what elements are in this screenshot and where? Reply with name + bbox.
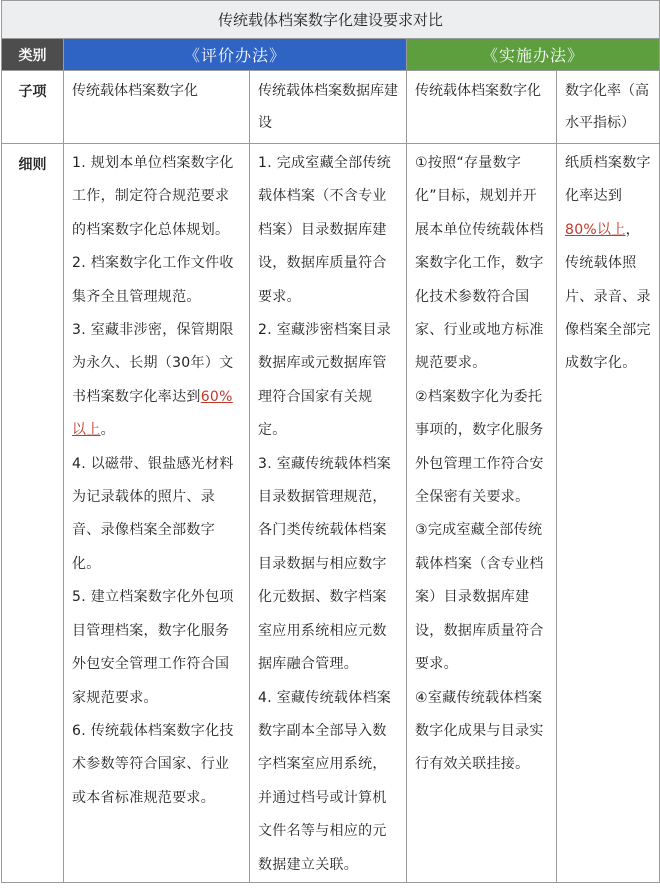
- detail-item-text: 3. 室藏传统载体档案目录数据管理规范，各门类传统载体档案目录数据与相应数字化元数据、数字档案室应用系统相应元数据库融合管理。: [258, 455, 392, 673]
- detail-item-text: 2. 室藏涉密档案目录数据库或元数据库管理符合国家有关规定。: [258, 322, 392, 439]
- subitem-col1: 传统载体档案数字化: [64, 71, 250, 144]
- title-row: [2, 1, 660, 39]
- detail-item: [72, 147, 243, 247]
- comparison-table: [1, 0, 660, 883]
- subitem-row: [2, 71, 660, 144]
- highlighted-percentage: 60%以上: [72, 388, 233, 439]
- detail-item-text: 4. 室藏传统载体档案数字副本全部导入数字档案室应用系统，并通过档号或计算机文件名等与相应的元数据建立关联。: [258, 689, 392, 873]
- subitem-col4: 数字化率（高水平指标）: [557, 71, 660, 144]
- detail-item-text: 3. 室藏非涉密，保管期限为永久、长期（30年）文书档案数字化率达到: [72, 322, 234, 405]
- detail-item-text: 4. 以磁带、银盐感光材料为记录载体的照片、录音、录像档案全部数字化。: [72, 455, 234, 572]
- detail-item: [258, 448, 400, 682]
- detail-item-text: ④室藏传统载体档案数字化成果与目录实行有效关联挂接。: [415, 689, 544, 773]
- detail-item-text: ③完成室藏全部传统载体档案（含专业档案）目录数据库建设，数据库质量符合要求。: [415, 522, 544, 673]
- detail-item-text: 5. 建立档案数字化外包项目管理档案，数字化服务外包安全管理工作符合国家规范要求。: [72, 589, 234, 706]
- detail-item: [72, 448, 243, 582]
- detail-item: [565, 247, 653, 381]
- detail-item: [415, 381, 550, 515]
- detail-item-text: ①按照“存量数字化”目标，规划并开展本单位传统载体档案数字化工作，数字化技术参数符合国家、行业或地方标准规范要求。: [415, 155, 544, 372]
- detail-item: [258, 682, 400, 882]
- detail-item-text: 1. 规划本单位档案数字化工作，制定符合规范要求的档案数字化总体规划。: [72, 155, 234, 238]
- detail-item-text: 纸质档案数字化率达到: [565, 155, 651, 205]
- subitem-col3: 传统载体档案数字化: [407, 71, 557, 144]
- detail-item: [258, 314, 400, 448]
- details-col1: [64, 144, 250, 883]
- detail-item-text: 1. 完成室藏全部传统载体档案（不含专业档案）目录数据库建设，数据库质量符合要求。: [258, 155, 392, 305]
- detail-item-text: 传统载体照片、录音、录像档案全部完成数字化。: [565, 255, 651, 372]
- highlighted-percentage: 80%以上: [565, 221, 626, 238]
- detail-item: [72, 247, 243, 314]
- detail-item-text: 2. 档案数字化工作文件收集齐全且管理规范。: [72, 255, 234, 305]
- details-col4: [557, 144, 660, 883]
- details-col2: [250, 144, 407, 883]
- detail-item: [72, 314, 243, 448]
- detail-item-text: ②档案数字化为委托事项的，数字化服务外包管理工作符合安全保密有关要求。: [415, 388, 544, 506]
- detail-item-punctuation: 。: [100, 422, 115, 439]
- detail-item: [258, 147, 400, 314]
- table-title: 传统载体档案数字化建设要求对比: [2, 1, 660, 39]
- detail-item: [415, 514, 550, 681]
- subitem-col2: 传统载体档案数据库建设: [250, 71, 407, 144]
- detail-item: [72, 581, 243, 715]
- evaluation-method-header: 《评价办法》: [64, 39, 407, 71]
- category-header: 类别: [2, 39, 64, 71]
- detail-item: [72, 715, 243, 815]
- detail-item: [415, 147, 550, 381]
- details-row: [2, 144, 660, 883]
- detail-item-punctuation: ，: [625, 221, 640, 238]
- subitem-label: 子项: [2, 71, 64, 144]
- details-label: 细则: [2, 144, 64, 883]
- detail-item: [415, 682, 550, 782]
- detail-item: [565, 147, 653, 247]
- detail-item-text: 6. 传统载体档案数字化技术参数等符合国家、行业或本省标准规范要求。: [72, 722, 234, 806]
- header-row: [2, 39, 660, 71]
- details-col3: [407, 144, 557, 883]
- implementation-method-header: 《实施办法》: [407, 39, 660, 71]
